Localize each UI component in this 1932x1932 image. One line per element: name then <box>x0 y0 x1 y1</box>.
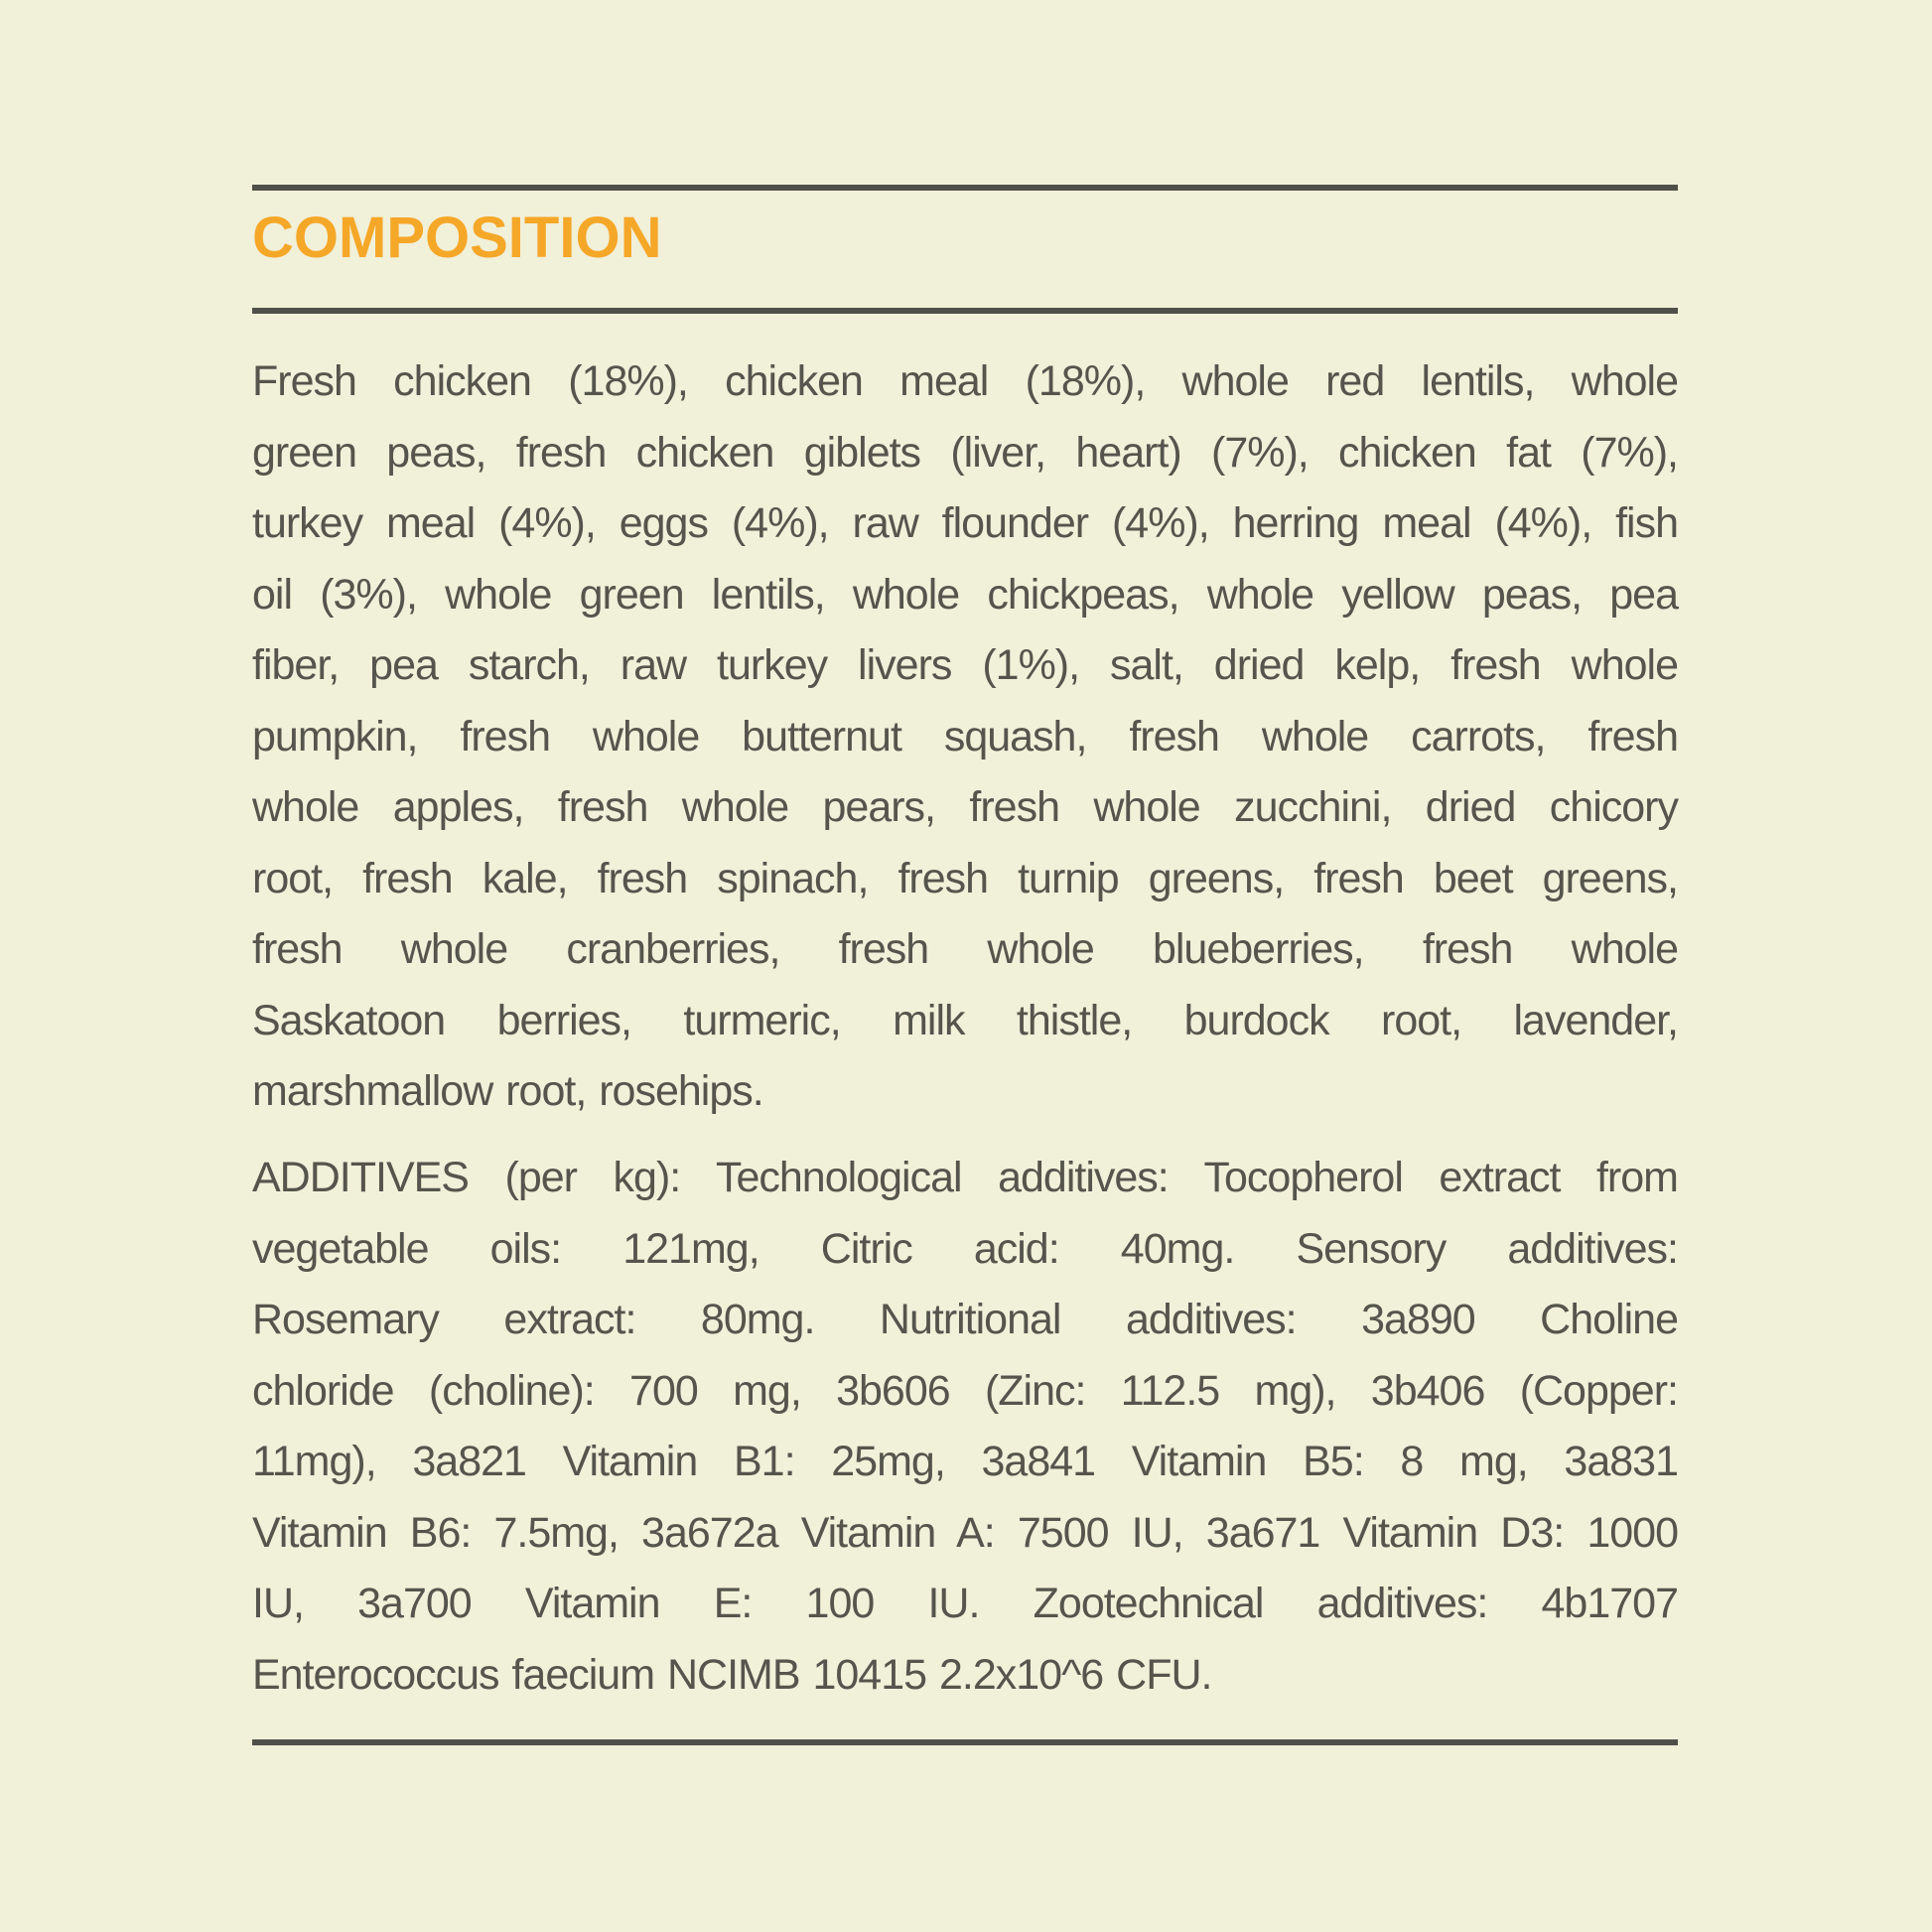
text-line: oil (3%), whole green lentils, whole chickpeas, whole yellow peas, pea <box>252 570 1678 619</box>
text-line: root, fresh kale, fresh spinach, fresh turnip greens, fresh beet greens, <box>252 854 1678 902</box>
text-line: Saskatoon berries, turmeric, milk thistle, burdock root, lavender, <box>252 996 1678 1044</box>
composition-ingredients-text <box>252 346 1678 1128</box>
text-line: marshmallow root, rosehips. <box>252 1067 763 1115</box>
text-line: IU, 3a700 Vitamin E: 100 IU. Zootechnical additives: 4b1707 <box>252 1580 1678 1627</box>
text-line: fresh whole cranberries, fresh whole blueberries, fresh whole <box>252 925 1678 973</box>
text-line: Enterococcus faecium NCIMB 10415 2.2x10^6 CFU. <box>252 1650 1212 1699</box>
top-divider <box>252 185 1678 191</box>
section-title: COMPOSITION <box>252 206 662 270</box>
text-line: fiber, pea starch, raw turkey livers (1%), salt, dried kelp, fresh whole <box>252 641 1678 689</box>
text-line: vegetable oils: 121mg, Citric acid: 40mg. Sensory additives: <box>252 1224 1678 1273</box>
title-divider <box>252 308 1678 314</box>
text-line: chloride (choline): 700 mg, 3b606 (Zinc: 112.5 mg), 3b406 (Copper: <box>252 1366 1678 1415</box>
text-line: whole apples, fresh whole pears, fresh whole zucchini, dried chicory <box>252 783 1678 831</box>
text-line: green peas, fresh chicken giblets (liver, heart) (7%), chicken fat (7%), <box>252 428 1678 477</box>
text-line: ADDITIVES (per kg): Technological additives: Tocopherol extract from <box>252 1154 1678 1201</box>
bottom-divider <box>252 1739 1678 1745</box>
text-line: 11mg), 3a821 Vitamin B1: 25mg, 3a841 Vitamin B5: 8 mg, 3a831 <box>252 1438 1678 1485</box>
additives-text <box>252 1143 1678 1711</box>
composition-label <box>252 0 1678 1932</box>
text-line: Fresh chicken (18%), chicken meal (18%), whole red lentils, whole <box>252 357 1678 405</box>
text-line: pumpkin, fresh whole butternut squash, fresh whole carrots, fresh <box>252 712 1678 760</box>
text-line: Vitamin B6: 7.5mg, 3a672a Vitamin A: 7500 IU, 3a671 Vitamin D3: 1000 <box>252 1508 1678 1557</box>
text-line: Rosemary extract: 80mg. Nutritional additives: 3a890 Choline <box>252 1296 1678 1343</box>
text-line: turkey meal (4%), eggs (4%), raw flounder (4%), herring meal (4%), fish <box>252 499 1678 547</box>
